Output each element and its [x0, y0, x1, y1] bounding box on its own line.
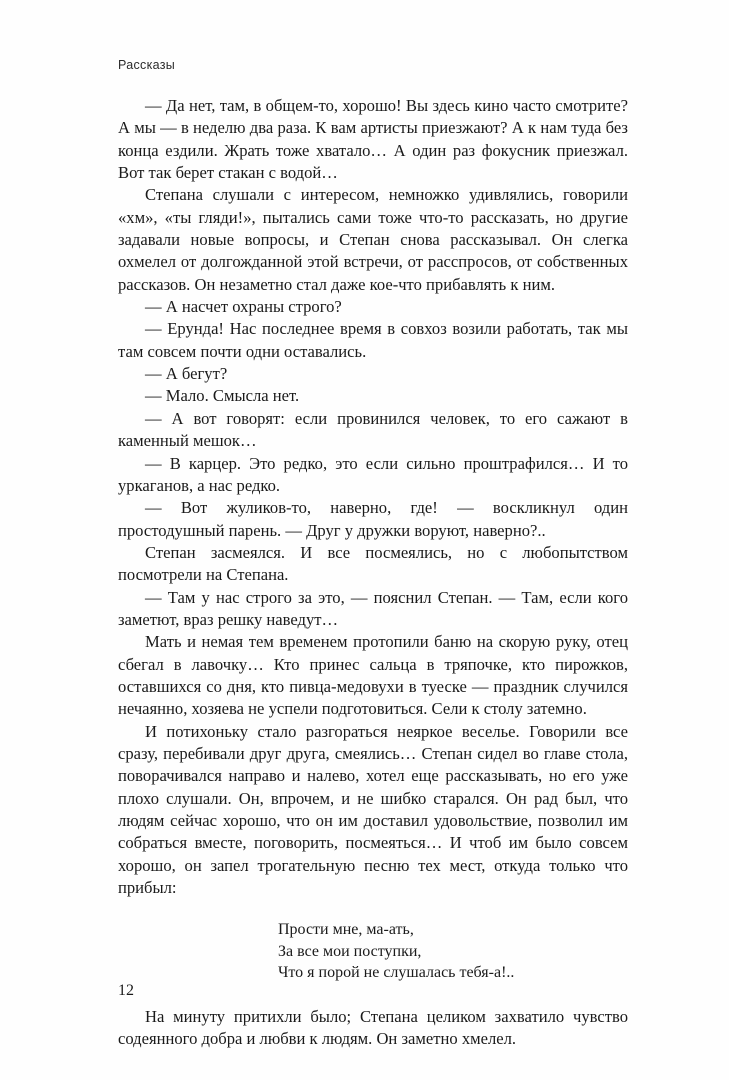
- verse-line: Прости мне, ма-ать,: [278, 921, 414, 939]
- running-head: Рассказы: [118, 58, 176, 72]
- paragraph: — Ерунда! Нас последнее время в совхоз возили работать, так мы там совсем почти одни оставались.: [118, 319, 628, 361]
- paragraph: — Мало. Смысла нет.: [145, 386, 300, 406]
- paragraph: — А насчет охраны строго?: [145, 297, 342, 317]
- paragraph: И потихоньку стало разгораться неяркое веселье. Говорили все сразу, перебивали друг друга, смеялись… Степан сидел во главе стола, поворачивался направо и налево, хотел еще рассказывать, но его уже плохо слушали. Он, впрочем, и не шибко старался. Он рад был, что людям сейчас хорошо, что он им доставил удовольствие, позволил им собраться вместе, поговорить, посмеяться… И чтоб им было совсем хорошо, он запел трогательную песню тех мест, откуда только что прибыл:: [118, 721, 628, 898]
- paragraph: — Там у нас строго за это, — пояснил Степан. — Там, если кого заметют, враз решку наведут…: [118, 587, 628, 629]
- paragraph: Мать и немая тем временем протопили баню на скорую руку, отец сбегал в лавочку… Кто принес сальца в тряпочке, кто пирожков, оставшихся со дня, кто пивца-медовухи в туеске — праздник случился нечаянно, хозяева не успели подготовиться. Сели к столу затемно.: [118, 632, 628, 719]
- page-number: 12: [118, 982, 134, 999]
- paragraph: — А бегут?: [145, 364, 228, 384]
- verse-block: [118, 899, 628, 1006]
- verse-line: Что я порой не слушалась тебя-а!..: [278, 964, 515, 982]
- paragraph: Степан засмеялся. И все посмеялись, но с любопытством посмотрели на Степана.: [118, 542, 628, 585]
- paragraph: — А вот говорят: если провинился человек, то его сажают в каменный мешок…: [118, 408, 628, 451]
- paragraph: — Вот жуликов-то, наверно, где! — воскликнул один простодушный парень. — Друг у дружки воруют, наверно?..: [118, 498, 628, 540]
- paragraph: Степана слушали с интересом, немножко удивлялись, говорили «хм», «ты гляди!», пытались сами тоже что-то рассказать, но другие задавали новые вопросы, и Степан снова рассказывал. Он слегка охмелел от долгожданной этой встречи, от расспросов, от собственных рассказов. Он незаметно стал даже кое-что прибавлять к ним.: [118, 185, 628, 294]
- body-text-block: [118, 95, 628, 1051]
- paragraph: На минуту притихли было; Степана целиком захватило чувство содеянного добра и любви к людям. Он заметно хмелел.: [118, 1006, 628, 1049]
- paragraph: — В карцер. Это редко, это если сильно проштрафился… И то уркаганов, а нас редко.: [118, 453, 628, 495]
- paragraph: — Да нет, там, в общем-то, хорошо! Вы здесь кино часто смотрите? А мы — в неделю два раза. К вам артисты приезжают? А к нам туда без конца ездили. Жрать тоже хватало… А один раз фокусник приезжал. Вот так берет стакан с водой…: [118, 96, 628, 183]
- verse-line: За все мои поступки,: [278, 942, 422, 960]
